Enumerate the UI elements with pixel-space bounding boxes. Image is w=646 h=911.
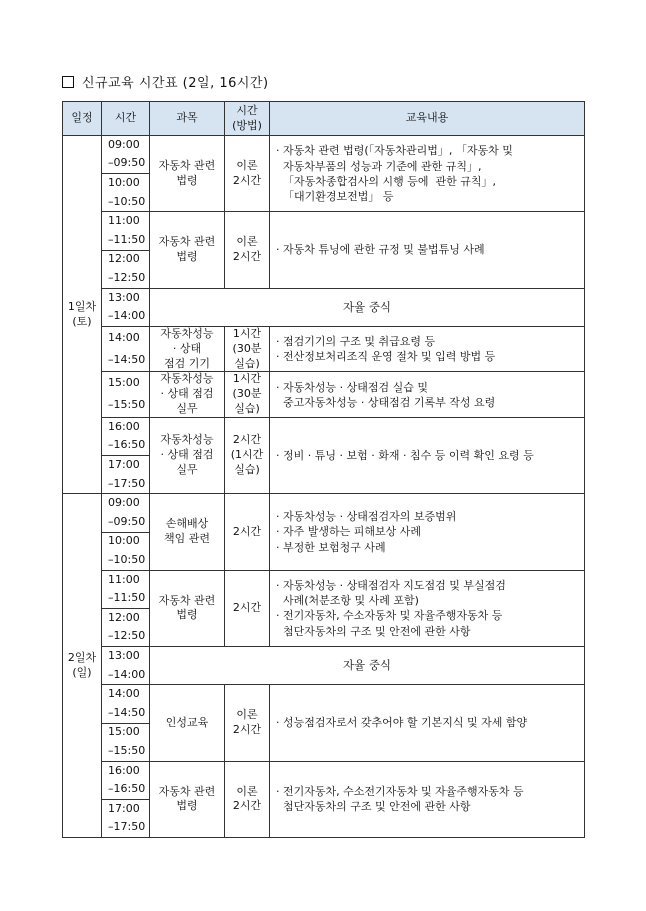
content-cell bbox=[270, 570, 585, 646]
method-cell: 2시간 bbox=[225, 494, 270, 570]
time-cell: 13:00 bbox=[102, 647, 150, 666]
content-line: · 성능점검자로서 갖추어야 할 기본지식 및 자세 함양 bbox=[276, 716, 528, 730]
time-cell: –17:50 bbox=[102, 818, 150, 837]
time-cell: –14:50 bbox=[102, 349, 150, 372]
table-row bbox=[63, 570, 585, 589]
time-cell: 15:00 bbox=[102, 723, 150, 742]
content-line: · 정비 · 튜닝 · 보험 · 화재 · 침수 등 이력 확인 요령 등 bbox=[276, 449, 534, 463]
time-cell: 16:00 bbox=[102, 761, 150, 780]
content-line: · 전기자동차, 수소자동차 및 자율주행자동차 등 bbox=[276, 609, 503, 623]
time-cell: –14:00 bbox=[102, 666, 150, 685]
method-cell: 이론 2시간 bbox=[225, 136, 270, 212]
subject-cell: 자동차성능 · 상태 점검 실무 bbox=[150, 372, 225, 418]
time-cell: 09:00 bbox=[102, 136, 150, 155]
table-row bbox=[63, 326, 585, 349]
subject-cell: 자동차 관련 법령 bbox=[150, 761, 225, 837]
time-cell: –12:50 bbox=[102, 628, 150, 647]
subject-cell: 자동차 관련 법령 bbox=[150, 136, 225, 212]
subject-cell: 자동차성능 · 상태 점검 기기 bbox=[150, 326, 225, 372]
title-text: 신규교육 시간표 (2일, 16시간) bbox=[82, 76, 269, 91]
content-line: 첨단자동차의 구조 및 안전에 관한 사항 bbox=[276, 800, 471, 814]
time-cell: –09:50 bbox=[102, 513, 150, 532]
time-cell: 17:00 bbox=[102, 799, 150, 818]
content-cell bbox=[270, 761, 585, 837]
day-label-cell: 1일차 (토) bbox=[63, 136, 102, 494]
content-line: 사례(처분조항 및 사례 포함) bbox=[276, 594, 419, 608]
content-line: · 전산정보처리조직 운영 절차 및 입력 방법 등 bbox=[276, 350, 496, 364]
content-cell bbox=[270, 494, 585, 570]
time-cell: 15:00 bbox=[102, 372, 150, 395]
content-line: · 자동차 튜닝에 관한 규정 및 불법튜닝 사례 bbox=[276, 243, 485, 257]
content-line: · 자동차성능 · 상태점검자 지도점검 및 부실점검 bbox=[276, 579, 506, 593]
method-cell: 이론 2시간 bbox=[225, 685, 270, 761]
header-content: 교육내용 bbox=[270, 102, 585, 136]
time-cell: 14:00 bbox=[102, 685, 150, 704]
method-cell: 이론 2시간 bbox=[225, 761, 270, 837]
table-row bbox=[63, 418, 585, 437]
time-cell: 11:00 bbox=[102, 212, 150, 231]
content-cell bbox=[270, 685, 585, 761]
time-cell: –10:50 bbox=[102, 193, 150, 212]
time-cell: 10:00 bbox=[102, 532, 150, 551]
content-line: 자동차부품의 성능과 기준에 관한 규칙」, bbox=[276, 159, 482, 173]
time-cell: –14:50 bbox=[102, 704, 150, 723]
header-time: 시간 bbox=[102, 102, 150, 136]
method-cell: 이론 2시간 bbox=[225, 212, 270, 288]
header-row bbox=[63, 102, 585, 136]
time-cell: –12:50 bbox=[102, 269, 150, 288]
content-line: 「자동차종합검사의 시행 등에 관한 규칙」, bbox=[276, 174, 496, 188]
time-cell: –11:50 bbox=[102, 231, 150, 250]
content-line: · 점검기기의 구조 및 취급요령 등 bbox=[276, 335, 436, 349]
table-row bbox=[63, 685, 585, 704]
time-cell: 09:00 bbox=[102, 494, 150, 513]
header-subject: 과목 bbox=[150, 102, 225, 136]
header-schedule: 일정 bbox=[63, 102, 102, 136]
time-cell: –15:50 bbox=[102, 395, 150, 418]
content-line: · 자동차성능 · 상태점검 실습 및 bbox=[276, 380, 428, 394]
time-cell: –17:50 bbox=[102, 475, 150, 494]
content-cell bbox=[270, 326, 585, 372]
content-cell bbox=[270, 212, 585, 288]
time-cell: 12:00 bbox=[102, 250, 150, 269]
table-row bbox=[63, 212, 585, 231]
free-lunch-cell: 자율 중식 bbox=[150, 288, 585, 326]
time-cell: –10:50 bbox=[102, 551, 150, 570]
content-cell bbox=[270, 418, 585, 494]
method-cell: 1시간 (30분 실습) bbox=[225, 372, 270, 418]
content-line: 중고자동차성능 · 상태점검 기록부 작성 요령 bbox=[276, 395, 496, 409]
subject-cell: 인성교육 bbox=[150, 685, 225, 761]
schedule-table bbox=[62, 101, 585, 838]
time-cell: –16:50 bbox=[102, 780, 150, 799]
free-lunch-cell: 자율 중식 bbox=[150, 647, 585, 685]
time-cell: –11:50 bbox=[102, 589, 150, 608]
time-cell: 13:00 bbox=[102, 288, 150, 307]
content-line: · 부정한 보험청구 사례 bbox=[276, 540, 386, 554]
content-line: · 전기자동차, 수소전기자동차 및 자율주행자동차 등 bbox=[276, 785, 524, 799]
content-line: 「대기환경보전법」 등 bbox=[276, 189, 394, 203]
time-cell: –14:00 bbox=[102, 307, 150, 326]
table-row bbox=[63, 372, 585, 395]
header-method: 시간 (방법) bbox=[225, 102, 270, 136]
time-cell: 17:00 bbox=[102, 456, 150, 475]
subject-cell: 자동차성능 · 상태 점검 실무 bbox=[150, 418, 225, 494]
time-cell: –15:50 bbox=[102, 742, 150, 761]
document-title bbox=[62, 72, 269, 91]
table-row bbox=[63, 136, 585, 155]
content-cell bbox=[270, 136, 585, 212]
table-row bbox=[63, 288, 585, 307]
day-label-cell: 2일차 (일) bbox=[63, 494, 102, 838]
time-cell: 10:00 bbox=[102, 174, 150, 193]
subject-cell: 자동차 관련 법령 bbox=[150, 570, 225, 646]
subject-cell: 자동차 관련 법령 bbox=[150, 212, 225, 288]
content-line: 첨단자동차의 구조 및 안전에 관한 사항 bbox=[276, 624, 471, 638]
time-cell: –09:50 bbox=[102, 155, 150, 174]
content-line: · 자동차 관련 법령(「자동차관리법」, 「자동차 및 bbox=[276, 144, 513, 158]
method-cell: 2시간 (1시간 실습) bbox=[225, 418, 270, 494]
method-cell: 2시간 bbox=[225, 570, 270, 646]
content-line: · 자동차성능 · 상태점검자의 보증범위 bbox=[276, 510, 457, 524]
time-cell: –16:50 bbox=[102, 437, 150, 456]
content-line: · 자주 발생하는 피해보상 사례 bbox=[276, 525, 421, 539]
subject-cell: 손해배상 책임 관련 bbox=[150, 494, 225, 570]
time-cell: 14:00 bbox=[102, 326, 150, 349]
time-cell: 11:00 bbox=[102, 570, 150, 589]
content-cell bbox=[270, 372, 585, 418]
table-row bbox=[63, 761, 585, 780]
time-cell: 16:00 bbox=[102, 418, 150, 437]
method-cell: 1시간 (30분 실습) bbox=[225, 326, 270, 372]
table-row bbox=[63, 494, 585, 513]
checkbox-square-icon bbox=[62, 76, 74, 88]
table-row bbox=[63, 647, 585, 666]
time-cell: 12:00 bbox=[102, 608, 150, 627]
